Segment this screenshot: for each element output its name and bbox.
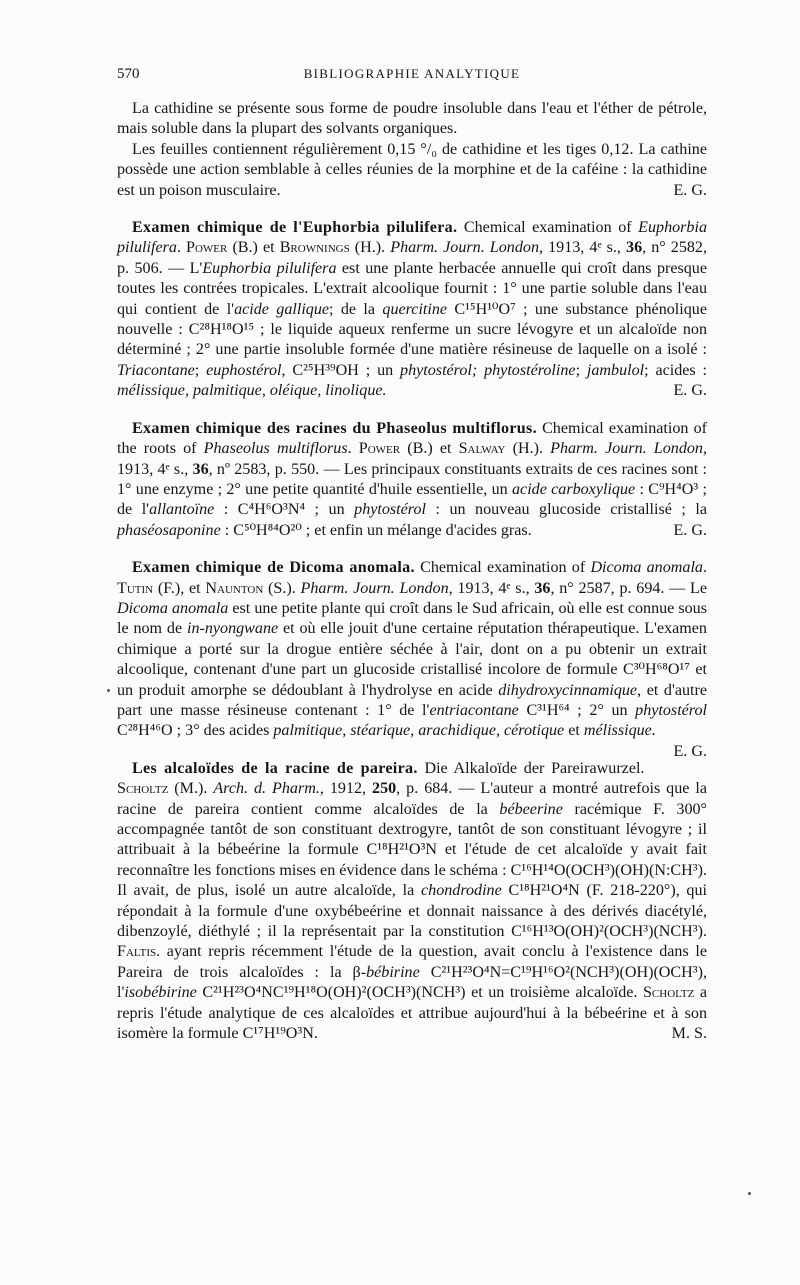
page-number: 570 [117,66,140,82]
volume: 36 [626,239,643,257]
author: Power [358,440,401,458]
paragraph-text: Les feuilles contiennent régulièrement 0,15 °/₀ de cathidine et les tiges 0,12. La cathine possède une action semblable à celles réunies de la morphine et de la caféine : la cathidine est un poison musculaire. [117,140,707,199]
author: Power [186,239,228,257]
article-pareira: Les alcaloïdes de la racine de pareira. Die Alkaloïde der Pareirawurzel. Scholtz (M.). Arch. d. Pharm., 1912, 250, p. 684. — L'auteur a montré autrefois que la racine de pareira contient comme alcaloïdes de la bébeerine racémique F. 300° accompagnée tantôt de son constituant dextrogyre, tantôt de son constituant lévogyre ; il attribuait à la bébeérine la formule C¹⁸H²¹O³N et l'étude de cet alcaloïde y avait fait reconnaître les fonctions mises en évidence dans le schéma : C¹⁶H¹⁴O(OCH³)(OH)(N:CH³). Il avait, de plus, isolé un autre alcaloïde, la chondrodine C¹⁸H²¹O⁴N (F. 218-220°), qui répondait à la formule d'une oxybébeérine et donnait naissance à des dérivés diacétylé, dibenzoylé, diéthylé ; il la représentait par la constitution C¹⁶H¹³O(OH)²(OCH³)(NCH³). Faltis. ayant repris récemment l'étude de la question, avait conclu à l'existence dans le Pareira de trois alcaloïdes : la β-bébirine C²¹H²³O⁴N=C¹⁹H¹⁶O²(NCH³)(OH)(OCH³), l'isobébirine C²¹H²³O⁴NC¹⁹H¹⁸O(OH)²(OCH³)(NCH³) et un troisième alcaloïde. Scholtz a repris l'étude analytique de ces alcaloïdes et attribue aujourd'hui à la bébeérine et à son isomère la formule C¹⁷H¹⁹O³N. M. S. [117,759,707,1045]
author: Scholtz [642,984,695,1002]
article-title: Examen chimique des racines du Phaseolus multiflorus. [132,419,537,437]
volume: 36 [192,460,209,478]
article-title: Examen chimique de l'Euphorbia pilulifera. [132,219,458,237]
author: Faltis [117,943,157,961]
author: Naunton [205,579,264,597]
signature: M. S. [671,1025,707,1043]
page-header [117,66,707,83]
article-euphorbia: Examen chimique de l'Euphorbia pilulifera. Chemical examination of Euphorbia pilulifera. Power (B.) et Brownings (H.). Pharm. Journ. London, 1913, 4ᵉ s., 36, n° 2582, p. 506. — L'Euphorbia pilulifera est une plante herbacée annuelle qui croît dans presque toutes les contrées tropicales. L'extrait alcoolique fournit : 1° une partie soluble dans l'eau qui contient de l'acide gallique; de la quercitine C¹⁵H¹⁰O⁷ ; une substance phénolique nouvelle : C²⁸H¹⁸O¹⁵ ; le liquide aqueux renferme un sucre lévogyre et un alcaloïde non déterminé ; 2° une partie insoluble formée d'une matière résineuse de laquelle on a isolé : Triacontane; euphostérol, C²⁵H³⁹OH ; un phytostérol; phytostéroline; jambulol; acides : mélissique, palmitique, oléique, linolique. E. G. [117,218,707,402]
signature: E. G. [673,181,707,199]
paragraph-text: La cathidine se présente sous forme de poudre insoluble dans l'eau et l'éther de pétrole, mais soluble dans la plupart des solvants organiques. [117,100,707,138]
article-dicoma: Examen chimique de Dicoma anomala. Chemical examination of Dicoma anomala. Tutin (F.), et Naunton (S.). Pharm. Journ. London, 1913, 4ᵉ s., 36, n° 2587, p. 694. — Le Dicoma anomala est une petite plante qui croît dans le Sud africain, où elle est connue sous le nom de in-nyongwane et où elle jouit d'une certaine réputation thérapeutique. L'examen chimique a porté sur la drogue entière séchée à l'air, dont on a pu obtenir un extrait alcoolique, contenant d'une part un glucoside cristallisé incolore de formule C³⁰H⁶⁸O¹⁷ et un produit amorphe se dédoublant à l'hydrolyse en acide dihydroxycinnamique, et d'autre part une masse résineuse contenant : 1° de l'entriacontane C³¹H⁶⁴ ; 2° un phytostérol C²⁸H⁴⁶O ; 3° des acides palmitique, stéarique, arachidique, cérotique et mélissique. E. G. [117,558,707,742]
signature: E. G. [673,521,707,539]
author: Salway [458,440,506,458]
ink-speck [107,689,110,692]
article-title: Examen chimique de Dicoma anomala. [132,559,415,577]
volume: 250 [372,780,397,798]
paragraph [117,140,707,201]
article-phaseolus: Examen chimique des racines du Phaseolus multiflorus. Chemical examination of the roots of Phaseolus multiflorus. Power (B.) et Salway (H.). Pharm. Journ. London, 1913, 4ᵉ s., 36, nº 2583, p. 550. — Les principaux constituants extraits de ces racines sont : 1° une enzyme ; 2° une petite quantité d'huile essentielle, un acide carboxylique : C⁹H⁴O³ ; de l'allantoïne : C⁴H⁶O³N⁴ ; un phytostérol : un nouveau glucoside cristallisé ; la phaséosaponine : C⁵⁰H⁸⁴O²⁰ ; et enfin un mélange d'acides gras. E. G. [117,419,707,541]
journal: Arch. d. Pharm. [213,780,320,798]
journal: Pharm. Journ. London [390,239,539,257]
running-head: BIBLIOGRAPHIE ANALYTIQUE [303,66,521,81]
author: Brownings [279,239,350,257]
journal: Pharm. Journ. London [300,579,449,597]
page-body [117,99,707,1044]
author: Scholtz [117,780,169,798]
journal: Pharm. Journ. London [550,440,703,458]
signature: E. G. [673,382,707,400]
paragraph [117,99,707,140]
ink-speck [748,1192,751,1195]
volume: 36 [534,579,551,597]
author: Tutin [117,579,154,597]
signature: E. G. [673,742,707,760]
article-title: Les alcaloïdes de la racine de pareira. [132,759,418,777]
